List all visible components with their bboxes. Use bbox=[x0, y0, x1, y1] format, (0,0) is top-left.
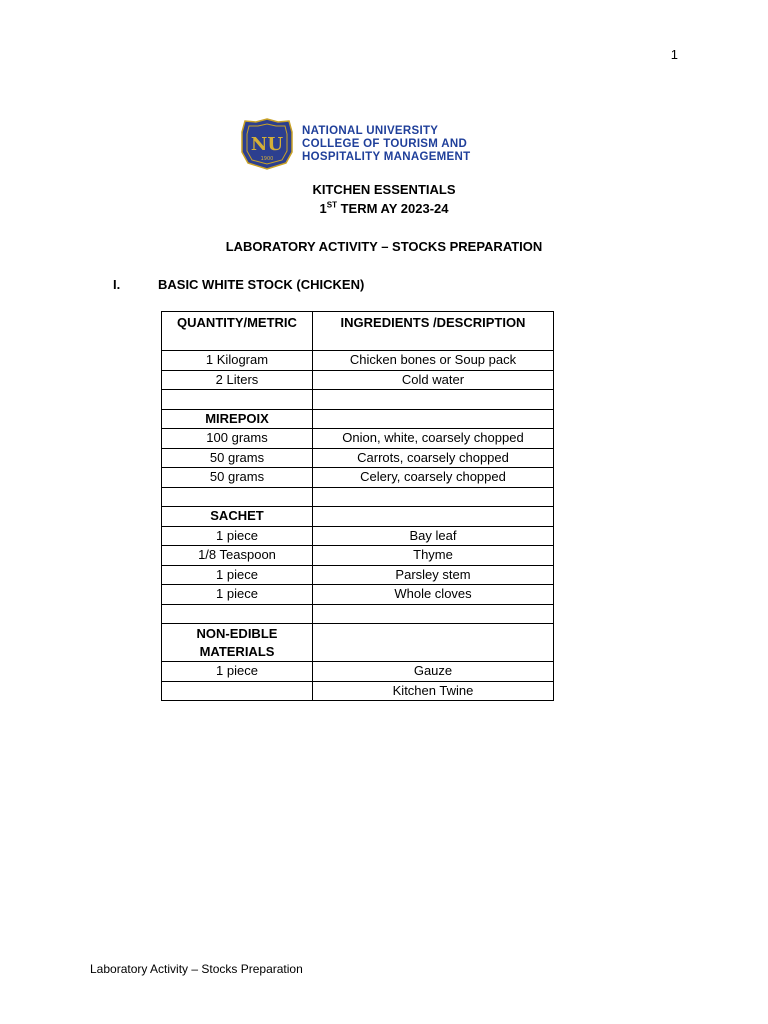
group-label-sachet: SACHET bbox=[162, 507, 313, 527]
header-quantity: QUANTITY/METRIC bbox=[162, 312, 313, 351]
table-header-row bbox=[162, 312, 554, 351]
table-row: 50 grams Celery, coarsely chopped bbox=[162, 468, 554, 488]
ingredients-table bbox=[161, 311, 554, 701]
university-name bbox=[302, 125, 470, 164]
page-footer: Laboratory Activity – Stocks Preparation bbox=[90, 962, 303, 976]
table-row: Kitchen Twine bbox=[162, 681, 554, 701]
table-row: 1/8 Teaspoon Thyme bbox=[162, 546, 554, 566]
term-title: 1ST TERM AY 2023-24 bbox=[319, 200, 449, 216]
university-seal-logo bbox=[240, 118, 294, 170]
table-row: 1 piece Parsley stem bbox=[162, 565, 554, 585]
activity-title: LABORATORY ACTIVITY – STOCKS PREPARATION bbox=[225, 239, 543, 254]
university-name-line3: HOSPITALITY MANAGEMENT bbox=[302, 150, 471, 163]
table-row bbox=[162, 409, 554, 429]
page-number: 1 bbox=[670, 47, 678, 62]
group-label-non-edible: NON-EDIBLE MATERIALS bbox=[162, 624, 313, 662]
table-row bbox=[162, 604, 554, 624]
university-name-line1: NATIONAL UNIVERSITY bbox=[302, 124, 439, 137]
table-row: 100 grams Onion, white, coarsely chopped bbox=[162, 429, 554, 449]
table-row bbox=[162, 624, 554, 662]
table-row bbox=[162, 507, 554, 527]
course-title: KITCHEN ESSENTIALS bbox=[312, 182, 456, 197]
group-label-mirepoix: MIREPOIX bbox=[162, 409, 313, 429]
svg-text:NU: NU bbox=[250, 134, 284, 155]
university-header bbox=[240, 118, 470, 170]
table-row: 2 Liters Cold water bbox=[162, 370, 554, 390]
section-heading bbox=[113, 277, 364, 292]
section-title: BASIC WHITE STOCK (CHICKEN) bbox=[158, 277, 365, 292]
table-row: 1 piece Bay leaf bbox=[162, 526, 554, 546]
table-row: 1 Kilogram Chicken bones or Soup pack bbox=[162, 351, 554, 371]
header-ingredients: INGREDIENTS /DESCRIPTION bbox=[313, 312, 554, 351]
section-numeral: I. bbox=[113, 277, 121, 292]
table-row: 1 piece Whole cloves bbox=[162, 585, 554, 605]
table-row bbox=[162, 487, 554, 507]
table-row: 1 piece Gauze bbox=[162, 662, 554, 682]
table-row bbox=[162, 390, 554, 410]
university-name-line2: COLLEGE OF TOURISM AND bbox=[302, 137, 468, 150]
table-row: 50 grams Carrots, coarsely chopped bbox=[162, 448, 554, 468]
svg-text:1900: 1900 bbox=[260, 156, 274, 162]
